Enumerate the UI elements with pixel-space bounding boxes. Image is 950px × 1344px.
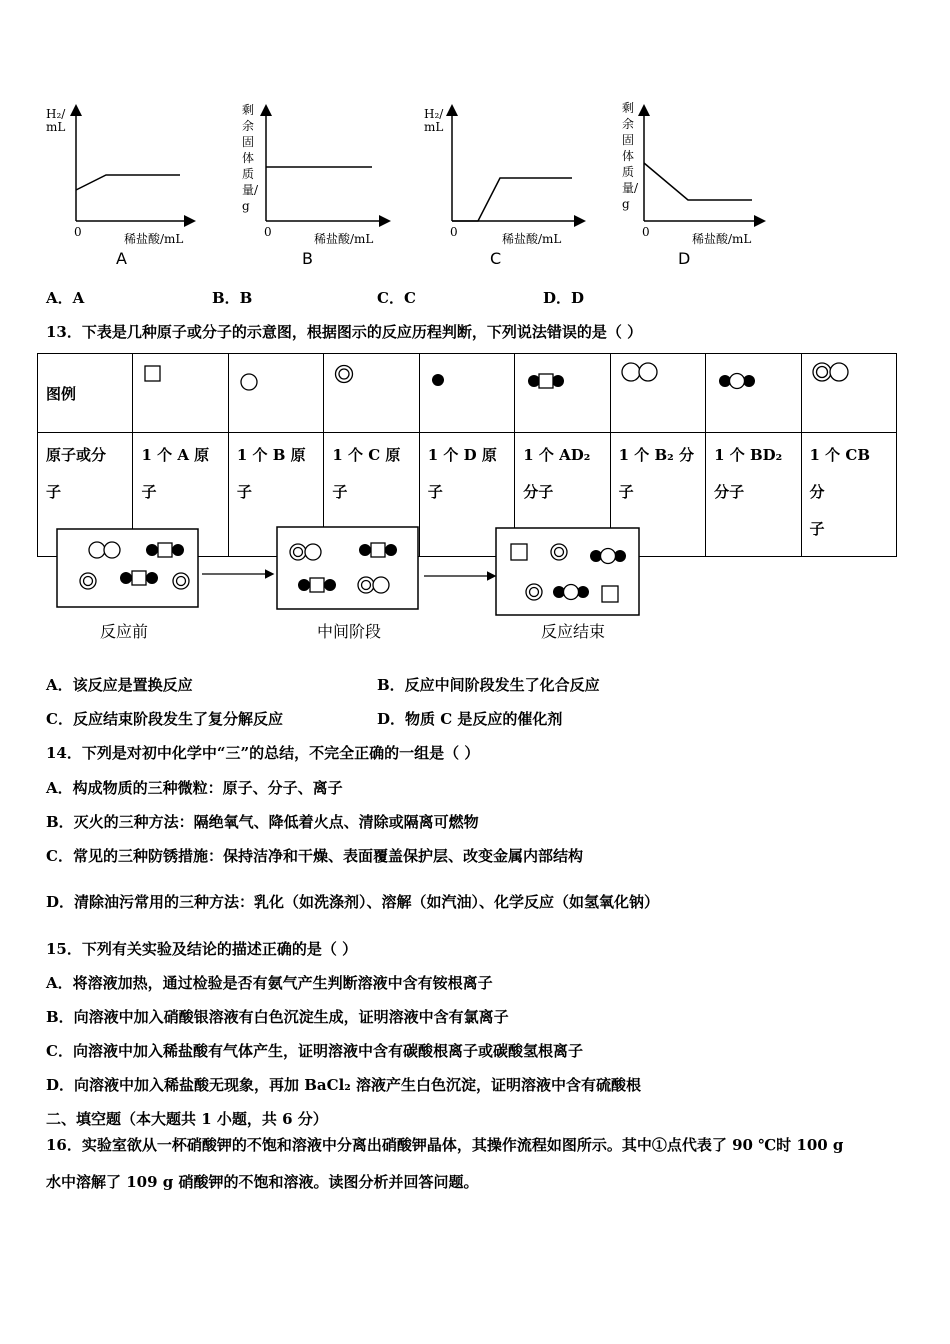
legend-header-particle: 原子或分 子 — [38, 433, 133, 557]
legend-cell-bd2: 1 个 BD₂ 分子 — [706, 433, 801, 557]
section-fill-blank-heading: 二、填空题（本大题共 1 小题，共 6 分） — [46, 1110, 328, 1128]
graph-d-origin: 0 — [642, 225, 650, 239]
q12-option-d: D．D — [543, 289, 585, 307]
legend-icon-a — [133, 354, 228, 433]
legend-cell-c: 1 个 C 原 子 — [324, 433, 419, 557]
legend-icon-c — [324, 354, 419, 433]
q14-option-d: D．清除油污常用的三种方法：乳化（如洗涤剂）、溶解（如汽油）、化学反应（如氢氧化钠） — [46, 893, 660, 911]
graph-d-letter: D — [678, 249, 691, 268]
q12-option-b: B．B — [212, 289, 253, 307]
q16-line2: 水中溶解了 109 g 硝酸钾的不饱和溶液。读图分析并回答问题。 — [46, 1173, 479, 1191]
graph-c — [452, 110, 580, 221]
graph-c-y-label: H₂/mL — [424, 107, 444, 134]
graph-b-origin: 0 — [264, 225, 272, 239]
graph-a — [76, 110, 190, 221]
graph-d-curve — [644, 163, 752, 200]
q12-option-a: A．A — [46, 289, 85, 307]
graph-b-y-label: 剩余固体质量/g — [242, 103, 259, 213]
legend-header-tuli: 图例 — [38, 354, 133, 433]
q12-option-c: C．C — [377, 289, 416, 307]
q14-stem: 14．下列是对初中化学中“三”的总结，不完全正确的一组是（ ） — [46, 744, 480, 762]
q13-option-c: C．反应结束阶段发生了复分解反应 — [46, 710, 283, 728]
graph-d-y-label: 剩余固体质量/g — [622, 101, 639, 211]
q13-option-a: A．该反应是置换反应 — [46, 676, 193, 694]
legend-cell-cb: 1 个 CB 分 子 — [801, 433, 897, 557]
graph-c-letter: C — [490, 249, 502, 268]
graph-b-x-label: 稀盐酸/mL — [314, 232, 374, 246]
legend-cell-a: 1 个 A 原 子 — [133, 433, 228, 557]
legend-cell-b2: 1 个 B₂ 分 子 — [610, 433, 705, 557]
q15-option-c: C．向溶液中加入稀盐酸有气体产生，证明溶液中含有碳酸根离子或碳酸氢根离子 — [46, 1042, 583, 1060]
q14-option-b: B．灭火的三种方法：隔绝氧气、降低着火点、清除或隔离可燃物 — [46, 813, 479, 831]
stage-after — [496, 528, 639, 615]
graph-a-letter: A — [116, 249, 127, 268]
q15-stem: 15．下列有关实验及结论的描述正确的是（ ） — [46, 940, 358, 958]
reaction-diagram — [0, 520, 950, 620]
q15-option-d: D．向溶液中加入稀盐酸无现象，再加 BaCl₂ 溶液产生白色沉淀，证明溶液中含有硫酸根 — [46, 1076, 642, 1094]
legend-icon-ad2 — [515, 354, 610, 433]
graph-a-curve — [76, 175, 180, 190]
q13-stem: 13．下表是几种原子或分子的示意图，根据图示的反应历程判断，下列说法错误的是（ ） — [46, 323, 643, 341]
graph-a-x-label: 稀盐酸/mL — [124, 232, 184, 246]
stage-middle-label: 中间阶段 — [317, 622, 382, 641]
legend-icon-bd2 — [706, 354, 801, 433]
q16-line1: 16．实验室欲从一杯硝酸钾的不饱和溶液中分离出硝酸钾晶体，其操作流程如图所示。其中①点代表了 90 ℃时 100 g — [46, 1136, 844, 1154]
graph-b — [266, 110, 385, 221]
q13-option-b: B．反应中间阶段发生了化合反应 — [377, 676, 600, 694]
q13-option-d: D．物质 C 是反应的催化剂 — [377, 710, 563, 728]
legend-cell-d: 1 个 D 原 子 — [419, 433, 514, 557]
graph-d — [644, 110, 760, 221]
graph-c-origin: 0 — [450, 225, 458, 239]
q14-option-a: A．构成物质的三种微粒：原子、分子、离子 — [46, 779, 343, 797]
q14-option-c: C．常见的三种防锈措施：保持洁净和干燥、表面覆盖保护层、改变金属内部结构 — [46, 847, 583, 865]
legend-cell-ad2: 1 个 AD₂ 分子 — [515, 433, 610, 557]
graph-a-y-label: H₂/mL — [46, 107, 66, 134]
graph-b-letter: B — [302, 249, 313, 268]
graph-c-curve — [452, 178, 572, 221]
q15-option-b: B．向溶液中加入硝酸银溶液有白色沉淀生成，证明溶液中含有氯离子 — [46, 1008, 509, 1026]
graph-a-origin: 0 — [74, 225, 82, 239]
legend-icon-cb — [801, 354, 897, 433]
legend-cell-b: 1 个 B 原 子 — [228, 433, 323, 557]
graph-c-x-label: 稀盐酸/mL — [502, 232, 562, 246]
stage-before — [57, 529, 198, 607]
stage-middle — [277, 527, 418, 609]
q15-option-a: A．将溶液加热，通过检验是否有氨气产生判断溶液中含有铵根离子 — [46, 974, 493, 992]
legend-icon-d — [419, 354, 514, 433]
stage-before-label: 反应前 — [100, 622, 149, 641]
graph-d-x-label: 稀盐酸/mL — [692, 232, 752, 246]
legend-icon-b2 — [610, 354, 705, 433]
legend-icon-b — [228, 354, 323, 433]
stage-after-label: 反应结束 — [541, 622, 606, 641]
